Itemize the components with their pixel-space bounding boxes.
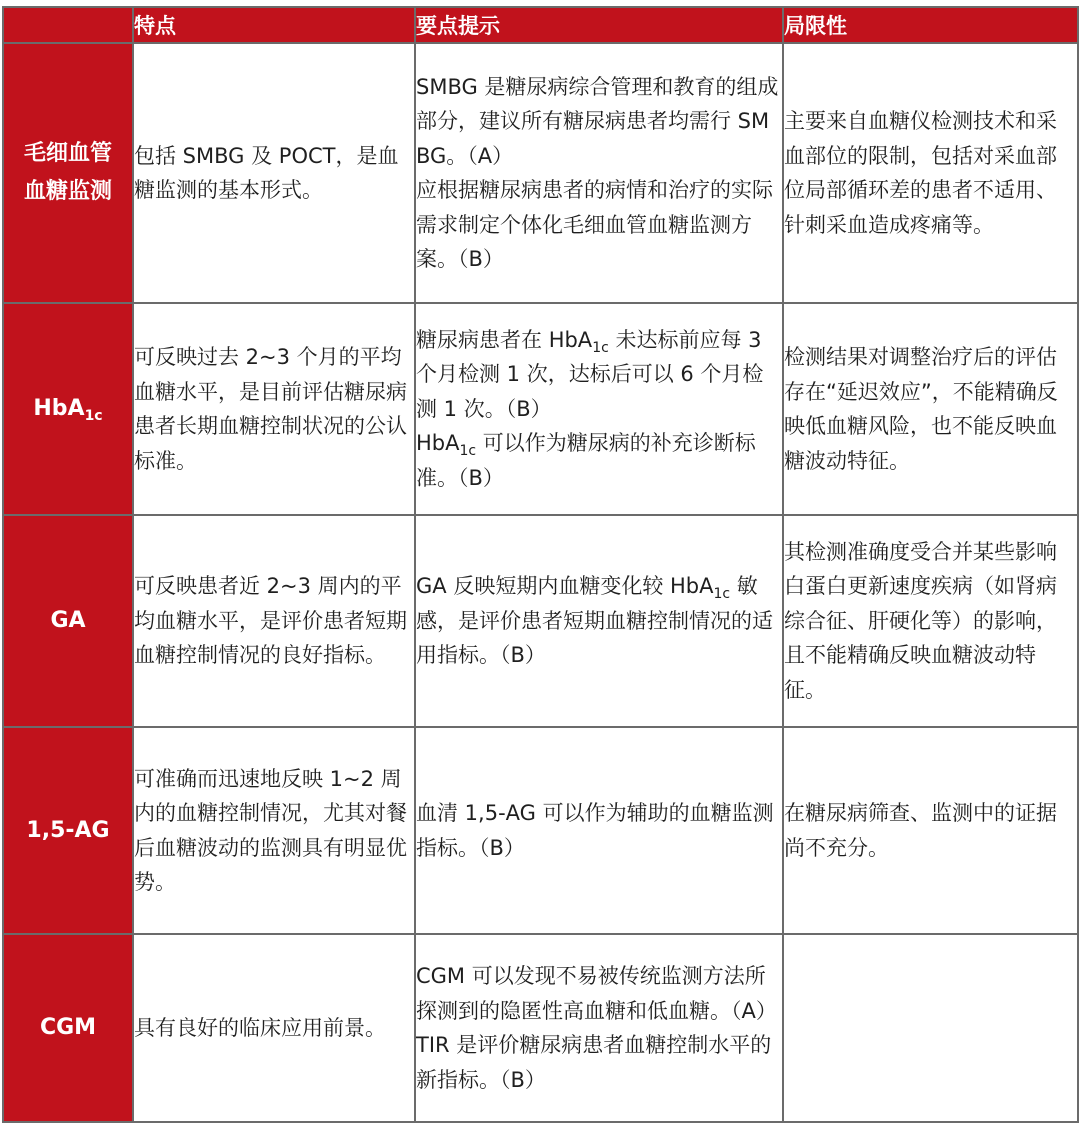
row-label: [3, 43, 133, 303]
limitation-cell: [783, 934, 1078, 1122]
feature-text: 可反映过去 2~3 个月的平均血糖水平，是目前评估糖尿病患者长期血糖控制状况的公认标准。: [134, 345, 407, 473]
feature-text: 可准确而迅速地反映 1~2 周内的血糖控制情况，尤其对餐后血糖波动的监测具有明显优势。: [134, 766, 407, 894]
header-row: [3, 7, 1078, 43]
points-cell: [415, 934, 783, 1122]
header-corner: [3, 7, 133, 43]
point-text: SMBG 是糖尿病综合管理和教育的组成部分，建议所有糖尿病患者均需行 SMBG。（A）: [416, 74, 779, 168]
feature-cell: [133, 727, 415, 934]
limitation-text: 在糖尿病筛查、监测中的证据尚不充分。: [784, 801, 1057, 860]
point-text: 血清 1,5-AG 可以作为辅助的血糖监测指标。（B）: [416, 801, 774, 860]
glucose-monitoring-table: [2, 6, 1079, 1123]
limitation-text: 主要来自血糖仪检测技术和采血部位的限制，包括对采血部位局部循环差的患者不适用、针刺采血造成疼痛等。: [784, 109, 1057, 237]
limitation-cell: [783, 515, 1078, 727]
table-row: [3, 934, 1078, 1122]
row-label-text: GA: [50, 608, 86, 633]
table-row: [3, 515, 1078, 727]
point-text: CGM 可以发现不易被传统监测方法所探测到的隐匿性高血糖和低血糖。（A）: [416, 964, 777, 1023]
feature-cell: [133, 934, 415, 1122]
limitation-text: 其检测准确度受合并某些影响白蛋白更新速度疾病（如肾病综合征、肝硬化等）的影响，且不能精确反映血糖波动特征。: [784, 539, 1057, 702]
limitation-cell: [783, 727, 1078, 934]
points-cell: [415, 515, 783, 727]
limitation-cell: [783, 43, 1078, 303]
point-text: TIR 是评价糖尿病患者血糖控制水平的新指标。（B）: [416, 1033, 772, 1092]
row-label: [3, 727, 133, 934]
header-feature: 特点: [133, 7, 415, 43]
row-label-text: HbA$_{1c}$: [33, 396, 103, 424]
table-row: [3, 43, 1078, 303]
row-label-text: CGM: [39, 1015, 97, 1040]
point-text: HbA$_{1c}$ 可以作为糖尿病的补充诊断标准。（B）: [416, 431, 756, 490]
limitation-cell: [783, 303, 1078, 515]
feature-cell: [133, 43, 415, 303]
table-row: [3, 303, 1078, 515]
feature-text: 具有良好的临床应用前景。: [134, 1015, 386, 1040]
points-cell: [415, 43, 783, 303]
feature-text: 包括 SMBG 及 POCT，是血糖监测的基本形式。: [134, 143, 399, 202]
point-text: 糖尿病患者在 HbA$_{1c}$ 未达标前应每 3 个月检测 1 次，达标后可以 6 个月检测 1 次。（B）: [416, 327, 764, 421]
table-row: [3, 727, 1078, 934]
row-label: [3, 934, 133, 1122]
limitation-text: 检测结果对调整治疗后的评估存在“延迟效应”，不能精确反映低血糖风险，也不能反映血糖波动特征。: [784, 345, 1058, 473]
point-text: GA 反映短期内血糖变化较 HbA$_{1c}$ 敏感，是评价患者短期血糖控制情况的适用指标。（B）: [416, 574, 773, 668]
header-points: 要点提示: [415, 7, 783, 43]
points-cell: [415, 303, 783, 515]
row-label: [3, 303, 133, 515]
point-text: 应根据糖尿病患者的病情和治疗的实际需求制定个体化毛细血管血糖监测方案。（B）: [416, 178, 773, 271]
row-label-text: 1,5-AG: [26, 817, 110, 843]
points-cell: [415, 727, 783, 934]
header-limitation: 局限性: [783, 7, 1078, 43]
feature-cell: [133, 515, 415, 727]
row-label-text: 毛细血管血糖监测: [23, 141, 112, 204]
row-label: [3, 515, 133, 727]
feature-cell: [133, 303, 415, 515]
feature-text: 可反映患者近 2~3 周内的平均血糖水平，是评价患者短期血糖控制情况的良好指标。: [134, 574, 407, 668]
